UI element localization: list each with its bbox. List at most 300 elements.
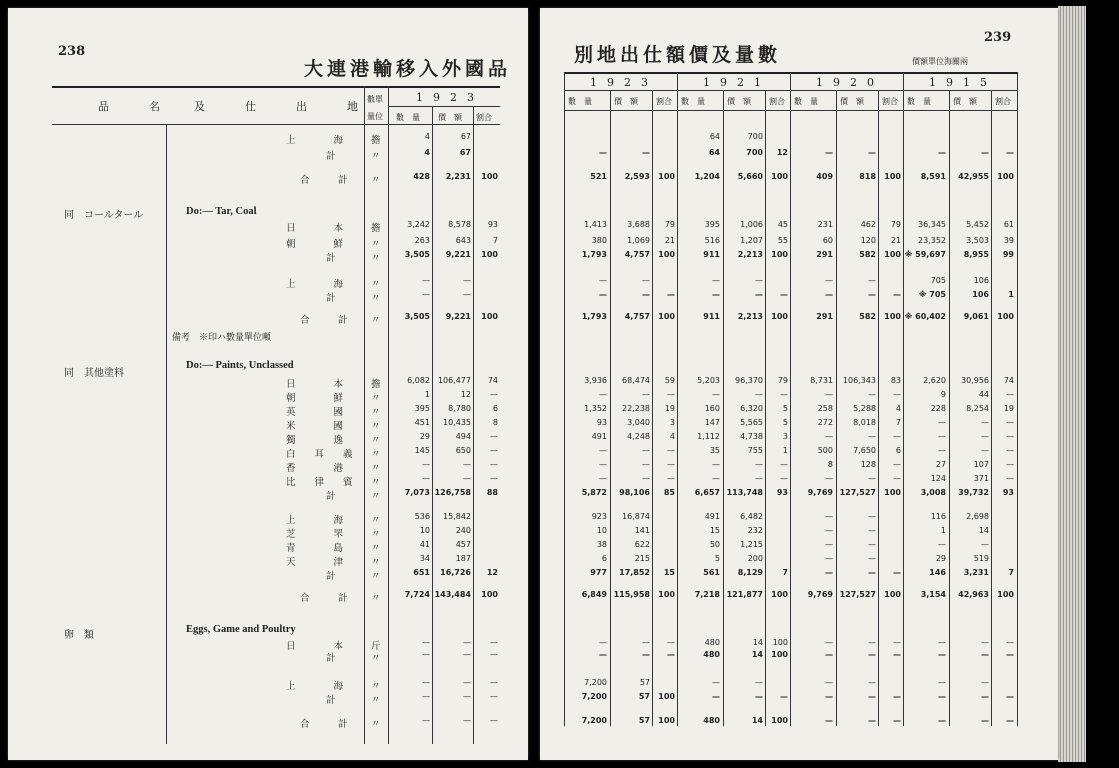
right-row-ratio: 100	[884, 172, 901, 181]
right-row-qty: 516	[704, 236, 720, 245]
right-row-ratio: —	[1006, 650, 1014, 659]
right-row-qty: 147	[704, 418, 720, 427]
right-row-qty: —	[825, 432, 833, 441]
right-row-value: 106	[973, 276, 989, 285]
left-row-ratio: —	[490, 678, 498, 687]
left-row-unit: 〃	[371, 557, 381, 568]
left-row-ratio: 100	[481, 172, 498, 181]
left-row-qty: —	[422, 638, 430, 647]
right-row-value: —	[755, 678, 763, 687]
right-row-qty: —	[938, 692, 946, 701]
left-row-place: 獨 逸	[286, 435, 344, 446]
right-row-ratio: 7	[895, 418, 901, 427]
left-row-place: 天 津	[286, 557, 344, 568]
right-row-value: 2,213	[737, 312, 763, 321]
right-row-qty: —	[938, 446, 946, 455]
right-col-divider	[677, 72, 678, 726]
right-row-value: 141	[634, 526, 650, 535]
right-row-value: —	[868, 692, 876, 701]
right-row-ratio: —	[893, 390, 901, 399]
right-row-ratio: 100	[771, 650, 788, 659]
right-row-ratio: —	[1006, 390, 1014, 399]
header-ratio: 割合	[476, 113, 492, 122]
page-edges	[1058, 6, 1086, 762]
left-row-value: 67	[459, 148, 471, 157]
right-row-ratio: 100	[884, 250, 901, 259]
right-row-qty: 36,345	[918, 220, 946, 229]
right-row-qty: 395	[704, 220, 720, 229]
right-row-value: —	[981, 446, 989, 455]
right-row-value: 200	[747, 554, 763, 563]
right-page-number: 239	[984, 30, 1012, 45]
left-row-place: 計	[326, 695, 336, 706]
left-row-unit: 〃	[371, 515, 381, 526]
right-row-ratio: 4	[895, 404, 901, 413]
right-row-value: 115,958	[613, 590, 650, 599]
right-row-ratio: 100	[771, 312, 788, 321]
left-row-place: 白 耳 義	[286, 449, 353, 460]
right-row-ratio: —	[1006, 148, 1014, 157]
left-row-ratio: —	[490, 716, 498, 725]
right-row-value: —	[868, 432, 876, 441]
right-row-value: 9,061	[963, 312, 989, 321]
right-row-ratio: —	[667, 390, 675, 399]
left-row-qty: 395	[414, 404, 430, 413]
right-row-ratio: 79	[890, 220, 901, 229]
right-row-value: —	[642, 460, 650, 469]
right-row-value: 1,207	[740, 236, 763, 245]
right-row-qty: —	[712, 692, 720, 701]
left-row-place: 合 計	[300, 315, 348, 326]
left-row-ratio: 8	[492, 418, 498, 427]
col-divider-unit	[364, 86, 365, 744]
right-row-value: 98,106	[619, 488, 650, 497]
right-row-qty: —	[825, 512, 833, 521]
right-row-value: —	[642, 148, 650, 157]
right-row-value: —	[868, 638, 876, 647]
left-row-unit: 〃	[371, 449, 381, 460]
right-row-value: —	[868, 716, 876, 725]
category-tar-en: Do:— Tar, Coal	[186, 206, 257, 217]
right-row-value: 57	[638, 692, 650, 701]
left-row-value: 240	[455, 526, 471, 535]
right-row-qty: 3,008	[920, 488, 946, 497]
right-row-value: 30,956	[961, 376, 989, 385]
right-row-qty: —	[599, 446, 607, 455]
right-col-divider-end	[1017, 72, 1018, 726]
right-row-qty: 64	[708, 148, 720, 157]
right-row-value: 22,238	[622, 404, 650, 413]
right-row-value: 1,069	[627, 236, 650, 245]
left-row-qty: 651	[413, 568, 430, 577]
left-row-unit: 〃	[371, 279, 381, 290]
left-row-qty: 7,073	[404, 488, 430, 497]
left-row-ratio: —	[490, 460, 498, 469]
left-page	[8, 8, 528, 760]
right-row-ratio: 55	[777, 236, 788, 245]
sub-header-ratio: 割合	[882, 97, 898, 106]
right-row-value: 519	[973, 554, 989, 563]
right-row-qty: 480	[703, 650, 720, 659]
left-row-unit: 斤	[371, 641, 381, 652]
right-row-value: 106,343	[842, 376, 876, 385]
left-row-place: 朝 鮮	[286, 239, 344, 250]
left-row-place: 計	[326, 293, 336, 304]
left-row-qty: 7,724	[404, 590, 430, 599]
right-row-value: —	[755, 290, 763, 299]
left-row-value: 8,780	[448, 404, 471, 413]
right-row-value: 8,955	[963, 250, 989, 259]
right-row-value: 700	[747, 132, 763, 141]
right-row-qty: 3,936	[584, 376, 607, 385]
right-row-ratio: 100	[771, 250, 788, 259]
right-row-value: —	[981, 678, 989, 687]
year-header-1921: 1921	[703, 76, 771, 89]
left-page-title: 大連港輸移入外國品	[304, 58, 512, 80]
left-row-ratio: —	[490, 650, 498, 659]
left-row-ratio: 93	[487, 220, 498, 229]
right-row-value: 7,650	[853, 446, 876, 455]
right-row-ratio: 6	[895, 446, 901, 455]
right-row-ratio: —	[780, 390, 788, 399]
right-row-qty: —	[825, 716, 833, 725]
right-page-title: 別地出仕額價及量數	[574, 44, 782, 66]
header-name: 品 名	[98, 100, 166, 113]
sub-header-value: 價 額	[727, 97, 751, 106]
right-row-value: —	[755, 276, 763, 285]
right-row-qty: 491	[704, 512, 720, 521]
right-row-value: —	[868, 290, 876, 299]
right-row-value: 3,231	[963, 568, 989, 577]
right-row-ratio: 85	[663, 488, 675, 497]
right-row-ratio: 100	[658, 250, 675, 259]
left-row-value: 16,726	[440, 568, 471, 577]
right-row-qty: 480	[704, 638, 720, 647]
left-row-value: —	[463, 290, 471, 299]
left-row-place: 日 本	[286, 379, 344, 390]
right-row-qty: 27	[935, 460, 946, 469]
right-row-qty: 409	[816, 172, 833, 181]
left-row-place: 日 本	[286, 223, 344, 234]
right-row-qty: —	[712, 390, 720, 399]
left-row-qty: 6,082	[407, 376, 430, 385]
right-row-value: 371	[973, 474, 989, 483]
right-row-qty: 8,731	[810, 376, 833, 385]
header-unit-bottom: 量位	[367, 112, 383, 121]
left-row-unit: 〃	[371, 293, 381, 304]
left-row-place: 米 國	[286, 421, 344, 432]
left-row-value: 143,484	[434, 590, 471, 599]
right-row-ratio: 79	[664, 220, 675, 229]
right-row-value: —	[642, 290, 650, 299]
right-row-qty: —	[825, 638, 833, 647]
left-row-place: 比 律 賓	[286, 477, 353, 488]
left-row-qty: 3,505	[404, 312, 430, 321]
right-row-ratio: 7	[1008, 568, 1014, 577]
right-row-ratio: —	[780, 460, 788, 469]
left-row-qty: 34	[419, 554, 430, 563]
left-row-unit: 〃	[371, 653, 381, 664]
right-row-qty: 116	[930, 512, 946, 521]
right-row-qty: —	[712, 290, 720, 299]
left-row-qty: 41	[419, 540, 430, 549]
right-row-ratio: —	[667, 446, 675, 455]
right-row-qty: 8,591	[920, 172, 946, 181]
right-row-qty: 23,352	[918, 236, 946, 245]
right-row-qty: —	[825, 678, 833, 687]
right-row-qty: 9	[940, 390, 946, 399]
right-row-qty: 10	[596, 526, 607, 535]
left-row-ratio: 100	[481, 590, 498, 599]
left-row-ratio: —	[490, 474, 498, 483]
right-row-ratio: 100	[997, 312, 1014, 321]
left-row-ratio: —	[490, 432, 498, 441]
right-row-value: 3,503	[966, 236, 989, 245]
right-row-value: 57	[638, 716, 650, 725]
right-row-value: —	[868, 512, 876, 521]
right-row-ratio: 100	[772, 638, 788, 647]
right-row-value: 8,129	[737, 568, 763, 577]
right-row-ratio: —	[780, 290, 788, 299]
right-row-qty: 9,769	[807, 590, 833, 599]
right-row-qty: 7,218	[694, 590, 720, 599]
right-row-qty: —	[712, 460, 720, 469]
right-row-qty: 258	[817, 404, 833, 413]
right-row-ratio: 12	[776, 148, 788, 157]
left-row-qty: 263	[414, 236, 430, 245]
right-row-qty: —	[825, 148, 833, 157]
right-row-ratio: —	[1006, 716, 1014, 725]
left-row-value: 15,842	[443, 512, 471, 521]
right-row-value: —	[868, 390, 876, 399]
right-row-value: —	[868, 474, 876, 483]
right-row-qty: 124	[930, 474, 946, 483]
sub-header-value: 價 額	[953, 97, 977, 106]
left-row-value: 643	[455, 236, 471, 245]
left-row-value: 12	[460, 390, 471, 399]
left-row-unit: 〃	[371, 407, 381, 418]
right-row-qty: 3,154	[920, 590, 946, 599]
left-row-qty: 3,505	[404, 250, 430, 259]
right-row-value: 4,738	[740, 432, 763, 441]
right-row-value: 14	[751, 716, 763, 725]
right-row-value: —	[868, 526, 876, 535]
right-row-value: —	[868, 554, 876, 563]
right-row-qty: —	[825, 474, 833, 483]
right-row-value: 1,006	[740, 220, 763, 229]
sub-header-ratio: 割合	[995, 97, 1011, 106]
left-row-qty: —	[422, 650, 430, 659]
left-row-value: —	[463, 692, 471, 701]
right-row-qty: ※ 60,402	[904, 312, 946, 321]
right-row-value: 622	[634, 540, 650, 549]
right-row-value: —	[642, 276, 650, 285]
right-row-value: 5,660	[737, 172, 763, 181]
left-row-unit: 〃	[371, 435, 381, 446]
right-row-value: 2,213	[737, 250, 763, 259]
right-row-qty: 2,620	[923, 376, 946, 385]
right-row-ratio: 93	[1002, 488, 1014, 497]
right-row-value: 2,698	[966, 512, 989, 521]
header-value: 價 額	[438, 113, 462, 122]
right-row-value: —	[755, 460, 763, 469]
right-row-qty: 7,200	[581, 716, 607, 725]
right-row-value: 5,288	[853, 404, 876, 413]
left-row-place: 日 本	[286, 641, 344, 652]
right-row-ratio: —	[893, 692, 901, 701]
right-row-qty: 911	[703, 312, 720, 321]
left-row-qty: —	[422, 474, 430, 483]
left-row-value: 67	[460, 132, 471, 141]
right-row-value: —	[981, 638, 989, 647]
left-row-place: 計	[326, 653, 336, 664]
left-row-qty: 10	[419, 526, 430, 535]
year-rule	[388, 106, 500, 107]
right-row-ratio: 4	[669, 432, 675, 441]
right-row-ratio: 59	[664, 376, 675, 385]
left-row-qty: 29	[419, 432, 430, 441]
left-row-value: 2,231	[445, 172, 471, 181]
right-row-qty: 15	[709, 526, 720, 535]
right-row-ratio: 100	[771, 716, 788, 725]
right-row-qty: 5,203	[697, 376, 720, 385]
right-row-value: 700	[746, 148, 763, 157]
left-row-qty: 536	[414, 512, 430, 521]
right-row-qty: —	[599, 276, 607, 285]
left-row-value: 9,221	[445, 250, 471, 259]
right-col-divider	[564, 72, 565, 726]
left-row-qty: 451	[414, 418, 430, 427]
right-row-qty: —	[938, 650, 946, 659]
left-row-value: 457	[455, 540, 471, 549]
right-row-qty: 5	[714, 554, 720, 563]
category-eggs-jp: 卵 類	[64, 630, 94, 641]
left-row-value: 494	[455, 432, 471, 441]
right-row-ratio: 100	[771, 172, 788, 181]
left-row-place: 青 島	[286, 543, 344, 554]
header-year: 1923	[416, 91, 484, 104]
left-row-qty: 1	[424, 390, 430, 399]
right-row-ratio: —	[667, 474, 675, 483]
left-row-ratio: 7	[492, 236, 498, 245]
right-row-qty: —	[599, 650, 607, 659]
right-row-qty: 380	[591, 236, 607, 245]
right-row-value: —	[642, 474, 650, 483]
right-row-qty: 8	[827, 460, 833, 469]
right-row-value: 57	[639, 678, 650, 687]
right-row-value: —	[642, 650, 650, 659]
right-row-value: 582	[859, 312, 876, 321]
right-row-ratio: —	[893, 432, 901, 441]
right-row-ratio: —	[893, 474, 901, 483]
right-row-value: 39,732	[958, 488, 989, 497]
header-qty: 數 量	[396, 113, 420, 122]
right-row-ratio: —	[1006, 418, 1014, 427]
right-row-value: 6,482	[740, 512, 763, 521]
right-row-value: 818	[859, 172, 876, 181]
right-row-qty: 231	[817, 220, 833, 229]
left-row-value: —	[463, 460, 471, 469]
right-row-qty: —	[938, 716, 946, 725]
left-row-unit: 〃	[371, 571, 381, 582]
right-row-ratio: 21	[664, 236, 675, 245]
left-row-qty: —	[422, 290, 430, 299]
category-eggs-en: Eggs, Game and Poultry	[186, 624, 296, 635]
right-row-ratio: —	[780, 692, 788, 701]
left-row-unit: 〃	[371, 393, 381, 404]
right-row-value: 582	[859, 250, 876, 259]
right-row-qty: —	[825, 290, 833, 299]
right-row-ratio: —	[667, 460, 675, 469]
year-header-1920: 1920	[816, 76, 884, 89]
right-row-ratio: 100	[771, 590, 788, 599]
left-row-place: 香 港	[286, 463, 344, 474]
right-row-value: —	[981, 716, 989, 725]
left-row-unit: 〃	[371, 529, 381, 540]
right-row-value: —	[868, 568, 876, 577]
right-row-value: 4,757	[624, 250, 650, 259]
right-row-value: —	[868, 540, 876, 549]
left-row-place: 合 計	[300, 593, 348, 604]
left-row-value: —	[463, 650, 471, 659]
left-row-place: 計	[326, 253, 336, 264]
left-page-number: 238	[58, 44, 86, 59]
right-row-qty: —	[825, 692, 833, 701]
right-row-value: 6,320	[740, 404, 763, 413]
left-row-place: 上 海	[286, 515, 344, 526]
right-row-ratio: 7	[782, 568, 788, 577]
left-row-unit: 〃	[371, 477, 381, 488]
right-row-value: —	[981, 432, 989, 441]
left-row-unit: 〃	[371, 315, 381, 326]
right-row-ratio: —	[1006, 638, 1014, 647]
right-row-ratio: —	[667, 290, 675, 299]
right-row-qty: —	[825, 554, 833, 563]
right-row-value: —	[868, 276, 876, 285]
right-row-qty: 1,413	[584, 220, 607, 229]
right-row-qty: 35	[709, 446, 720, 455]
right-row-qty: 146	[929, 568, 946, 577]
left-row-qty: 4	[424, 148, 430, 157]
left-row-place: 合 計	[300, 175, 348, 186]
right-row-ratio: —	[1006, 474, 1014, 483]
left-row-qty: 145	[414, 446, 430, 455]
header-origin: 及 仕 出 地	[194, 100, 364, 113]
right-row-value: 42,955	[958, 172, 989, 181]
left-row-place: 計	[326, 491, 336, 502]
right-row-ratio: —	[893, 290, 901, 299]
right-row-ratio: 100	[997, 172, 1014, 181]
right-row-ratio: —	[893, 568, 901, 577]
left-row-ratio: —	[490, 446, 498, 455]
left-row-unit: 〃	[371, 239, 381, 250]
right-row-value: 3,040	[627, 418, 650, 427]
left-row-unit: 擔	[371, 135, 381, 146]
right-row-value: —	[981, 692, 989, 701]
left-row-place: 計	[326, 151, 336, 162]
right-row-value: 755	[747, 446, 763, 455]
right-row-value: —	[868, 678, 876, 687]
left-row-place: 上 海	[286, 681, 344, 692]
right-row-value: 106	[972, 290, 989, 299]
year-header-1915: 1915	[929, 76, 997, 89]
right-row-qty: 7,200	[581, 692, 607, 701]
left-row-ratio: —	[490, 390, 498, 399]
right-row-value: —	[755, 390, 763, 399]
right-row-ratio: 100	[658, 716, 675, 725]
right-row-ratio: —	[1006, 432, 1014, 441]
right-row-value: 5,565	[740, 418, 763, 427]
